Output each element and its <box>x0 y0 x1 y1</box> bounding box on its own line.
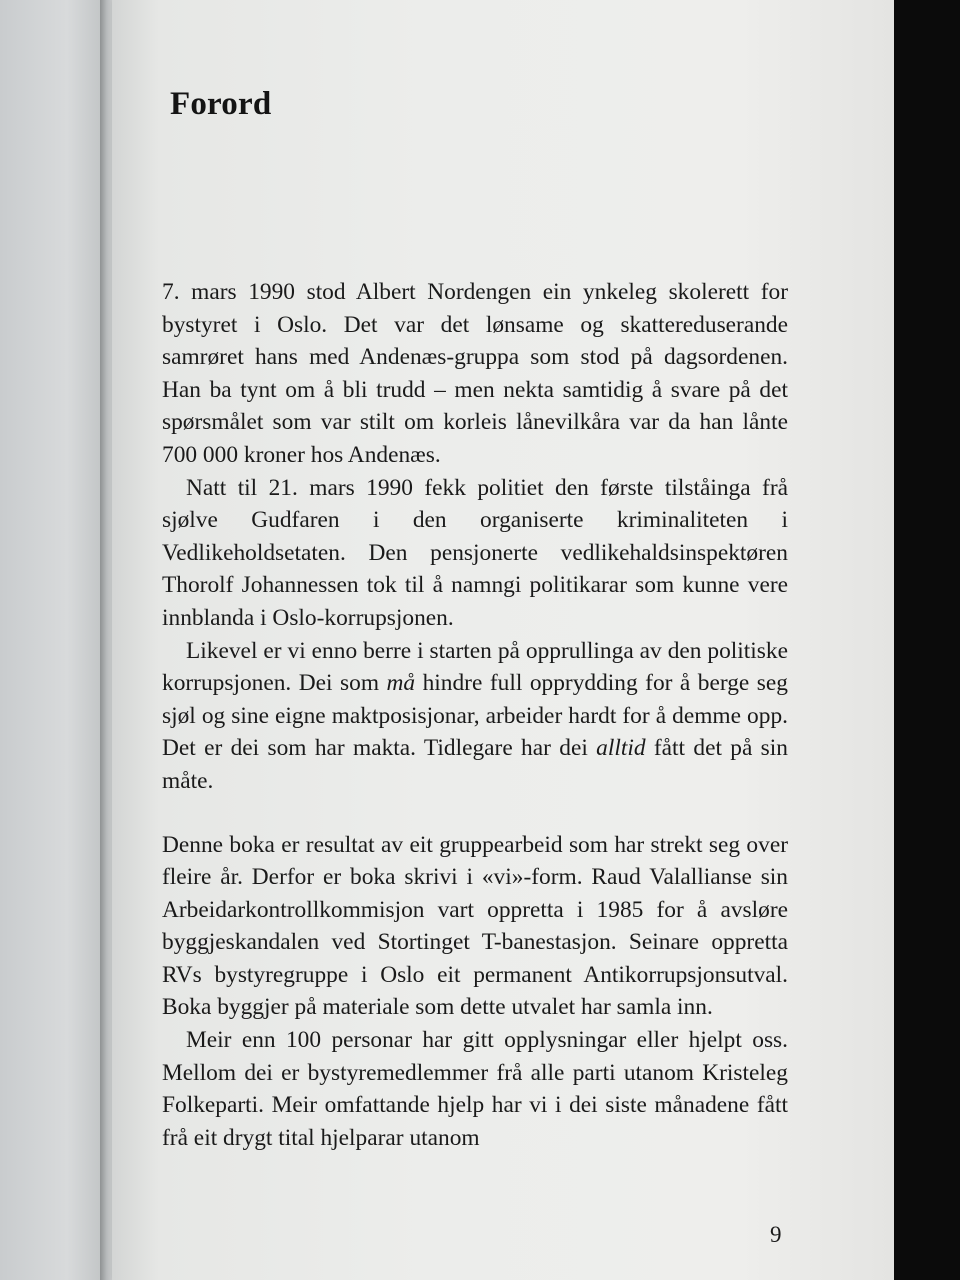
paragraph-text: Natt til 21. mars 1990 fekk politiet den første tilståinga frå sjølve Gudfaren i den organiserte kriminaliteten i Vedlikeholdsetaten. Den pensjonerte vedlikehaldsinspektøren Thorolf Johannessen tok til å namngi politikarar som kunne vere innblanda i Oslo-korrupsjonen. <box>162 474 788 631</box>
paragraph-text: fått det på sin måte. <box>162 735 788 794</box>
paragraph-text: hindre full opprydding for å berge seg sjøl og sine eigne maktposisjonar, arbeider hardt for å demme opp. Det er dei som har makta. Tidlegare har dei <box>162 670 788 762</box>
facing-page-edge <box>0 0 112 1280</box>
emphasis-text: må <box>386 670 416 697</box>
paragraph <box>162 276 788 472</box>
emphasis-text: alltid <box>596 735 646 762</box>
paragraph <box>162 829 788 1025</box>
paragraph <box>162 1024 788 1154</box>
page-number: 9 <box>770 1222 782 1247</box>
paragraph <box>162 472 788 635</box>
background-edge <box>894 0 960 1280</box>
paragraph-text: Likevel er vi enno berre i starten på opprullinga av den politiske korrupsjonen. Dei som <box>162 637 788 697</box>
paragraph-text: Meir enn 100 personar har gitt opplysningar eller hjelpt oss. Mellom dei er bystyremedlemmer frå alle parti utanom Kristeleg Folkeparti. Meir omfattande hjelp har vi i dei siste månadene fått frå eit drygt tital hjelparar utanom <box>162 1027 788 1151</box>
paragraph <box>162 635 788 798</box>
paragraph-text: 7. mars 1990 stod Albert Nordengen ein ynkeleg skolerett for bystyret i Oslo. Det var det lønsame og skattereduserande samrøret hans med Andenæs-gruppa som stod på dagsordenen. Han ba tynt om å bli trudd – men nekta samtidig å svare på det spørsmålet som var stilt om korleis lånevilkåra var da han lånte 700 000 kroner hos Andenæs. <box>162 279 788 468</box>
chapter-title: Forord <box>170 86 272 122</box>
book-page <box>112 0 894 1280</box>
paragraph-text: Denne boka er resultat av eit gruppearbeid som har strekt seg over fleire år. Derfor er boka skrivi i «vi»-form. Raud Valallianse sin Arbeidarkontrollkommisjon vart oppretta i 1985 for å avsløre byggjeskandalen ved Stortinget T-banestasjon. Seinare oppretta RVs bystyregruppe i Oslo eit permanent Antikorrupsjonsutval. Boka byggjer på materiale som dette utvalet har samla inn. <box>162 831 788 1021</box>
body-text <box>162 276 788 1154</box>
